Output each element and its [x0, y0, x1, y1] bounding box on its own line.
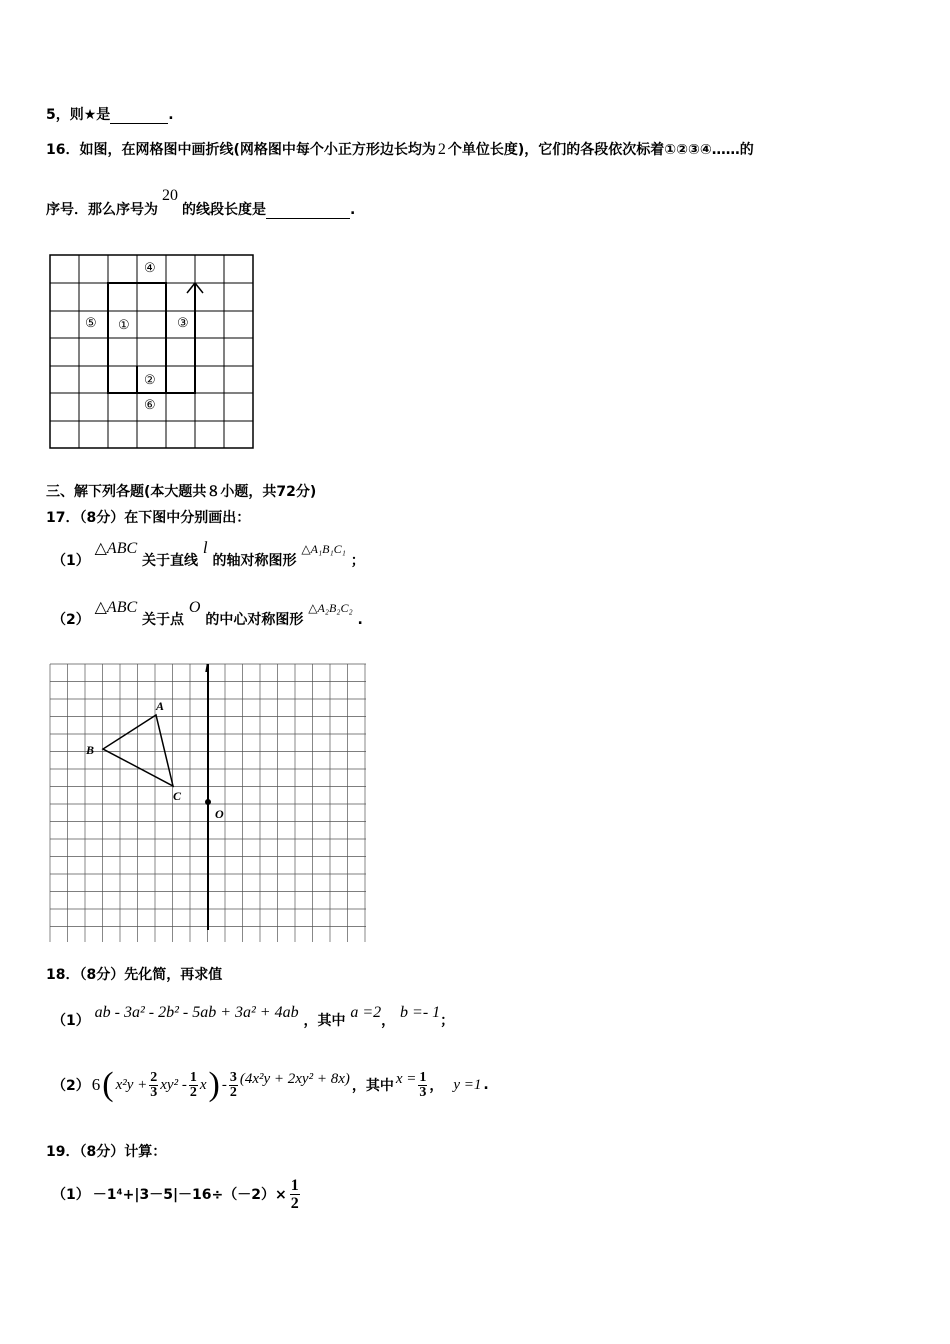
q16-line2: 序号．那么序号为20的线段长度是 .	[46, 187, 356, 218]
fraction: $\frac{1}{2}$	[189, 1069, 197, 1100]
answer-blank[interactable]	[110, 123, 168, 124]
label-6: ⑥	[144, 397, 156, 412]
close-paren: )	[208, 1066, 220, 1103]
fraction: $\frac{1}{3}$	[419, 1069, 427, 1100]
label-4: ④	[144, 260, 156, 275]
fraction: $\frac{3}{2}$	[229, 1069, 237, 1100]
answer-blank[interactable]	[266, 218, 350, 219]
q19-part1: （1） －1⁴+|3－5|－16÷（－2）× $\frac{1}{2}$	[52, 1176, 299, 1212]
q15-tail: 5，则★是 .	[46, 107, 174, 123]
fraction: $\frac{2}{3}$	[150, 1069, 158, 1100]
label-3: ③	[177, 315, 189, 330]
q18-part1: （1） ab - 3a² - 2b² - 5ab + 3a² + 4ab ，其中 a =2， b =- 1；	[52, 1004, 455, 1029]
q17-part2: （2） △ABC 关于点 O 的中心对称图形 △A₂B₂C₂ .	[52, 599, 363, 628]
q17-title: 17．（8分）在下图中分别画出：	[46, 510, 251, 526]
open-paren: (	[102, 1066, 114, 1103]
fraction: $\frac{1}{2}$	[290, 1176, 299, 1212]
triangle-abc	[103, 715, 173, 786]
label-2: ②	[144, 372, 156, 387]
q16-grid-figure	[48, 253, 256, 451]
label-b: B	[86, 743, 95, 757]
label-o: O	[215, 807, 224, 821]
q17-part1: （1） △ABC 关于直线 l 的轴对称图形 △A₁B₁C₁ ；	[52, 538, 365, 569]
label-l: l	[205, 661, 209, 675]
point-o	[205, 799, 211, 805]
q17-grid-figure	[48, 658, 370, 946]
sequence-number: 20	[162, 187, 178, 204]
unit-length: 2	[437, 141, 446, 158]
q18-part2: （2） 6 ( x²y + $\frac{2}{3}$ xy² - $\frac{1}{2}$ x ) - $\frac{3}{2}$ (4x²y + 2xy² + 8x) ，其中 x = $\frac{1}{3}$ ， y =1 .	[52, 1066, 489, 1103]
q18-title: 18．（8分）先化简，再求值	[46, 967, 223, 983]
section-title: 三、解下列各题(本大题共８小题，共72分)	[46, 484, 317, 500]
label-1: ①	[118, 317, 130, 332]
label-c: C	[173, 789, 182, 803]
q19-title: 19．（8分）计算：	[46, 1144, 167, 1160]
label-a: A	[156, 699, 165, 713]
label-5: ⑤	[85, 315, 97, 330]
q16-line1: 16．如图，在网格图中画折线(网格图中每个小正方形边长均为 2 个单位长度)，它们的各段依次标着①②③④……的	[46, 141, 754, 158]
